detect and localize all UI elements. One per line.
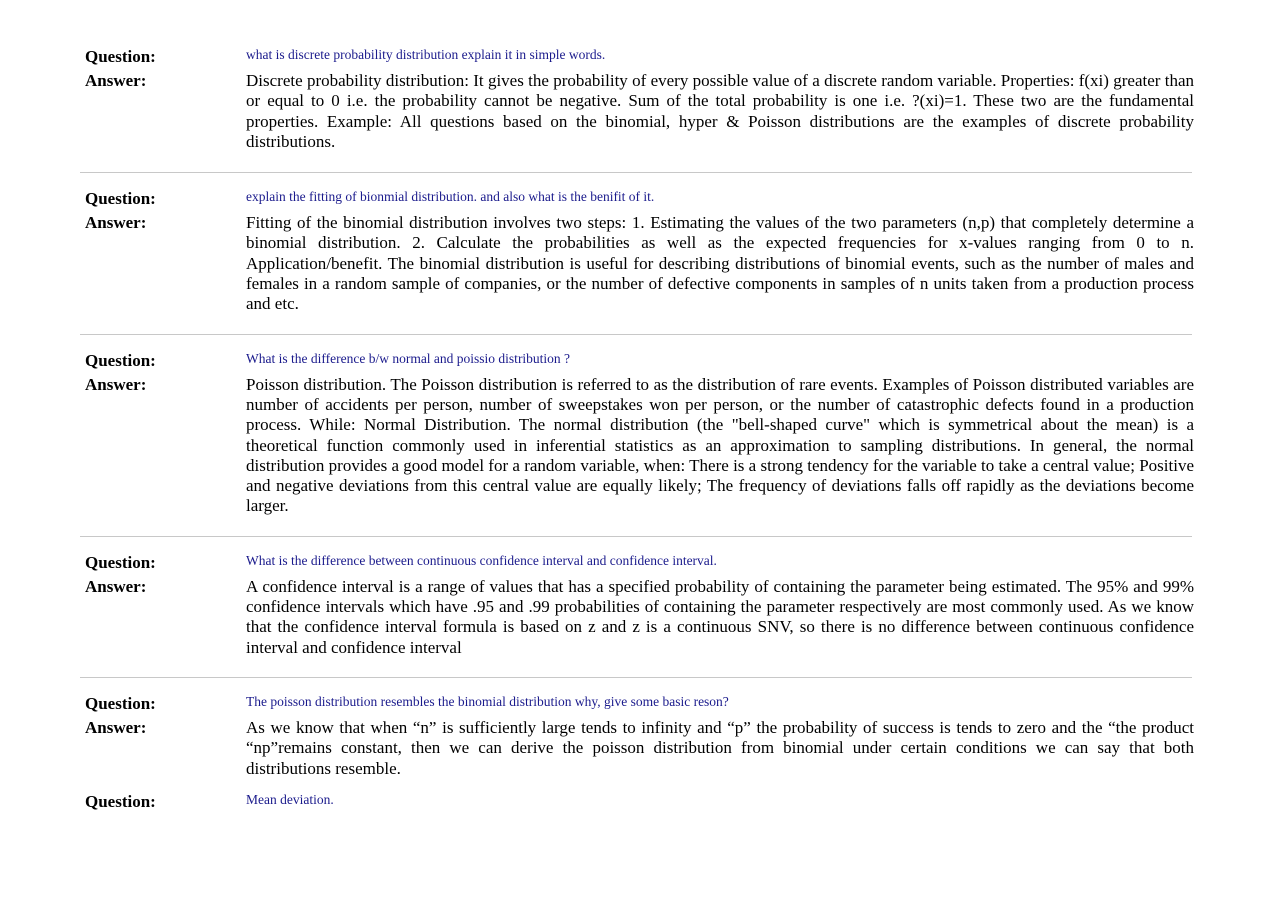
block-spacer — [80, 152, 1192, 172]
answer-text: As we know that when “n” is sufficiently large tends to infinity and “p” the probability of success is tends to zero and the “the product “np”remains constant, then we can derive the poisson distribution from binomial under certain conditions we can say that both distributions resemble. — [246, 717, 1194, 778]
answer-row — [80, 71, 1192, 152]
qa-item-5 — [80, 691, 1192, 789]
answer-text: Poisson distribution. The Poisson distribution is referred to as the distribution of rare events. Examples of Poisson distributed variables are number of accidents per person, number of sweepstakes won per person, or the number of catastrophic defects found in a production process. While: Normal Distribution. The normal distribution (the "bell-shaped curve" which is symmetrical about the mean) is a theoretical function commonly used in inferential statistics as an approximation to sampling distributions. In general, the normal distribution provides a good model for a random variable, when: There is a strong tendency for the variable to take a central value; Positive and negative deviations from this central value are equally likely; The frequency of deviations falls off rapidly as the deviations become larger. — [246, 374, 1194, 516]
question-row — [80, 691, 1192, 714]
question-text: explain the fitting of bionmial distribution. and also what is the benifit of it. — [246, 189, 655, 205]
question-label: Question: — [85, 189, 156, 209]
answer-row — [80, 718, 1192, 779]
question-text: What is the difference between continuous confidence interval and confidence interval. — [246, 552, 717, 568]
answer-row — [80, 213, 1192, 314]
answer-label: Answer: — [85, 71, 147, 90]
answer-row — [80, 375, 1192, 517]
question-row — [80, 789, 1192, 812]
question-row — [80, 348, 1192, 371]
question-text: The poisson distribution resembles the binomial distribution why, give some basic reson? — [246, 693, 729, 709]
answer-label: Answer: — [85, 576, 147, 596]
block-spacer — [80, 517, 1192, 536]
qa-item-3 — [80, 348, 1192, 537]
answer-label: Answer: — [85, 717, 147, 737]
question-label: Question: — [85, 47, 156, 66]
block-spacer — [80, 658, 1192, 677]
question-row — [80, 44, 1192, 67]
question-text: Mean deviation. — [246, 791, 334, 807]
question-label: Question: — [85, 552, 156, 572]
question-label: Question: — [85, 693, 156, 713]
block-spacer — [80, 315, 1192, 334]
answer-row — [80, 577, 1192, 658]
qa-item-2 — [80, 186, 1192, 334]
answer-text: A confidence interval is a range of values that has a specified probability of containing the parameter being estimated. The 95% and 99% confidence intervals which have .95 and .99 probabilities of containing the parameter respectively are most commonly used. As we know that the confidence interval formula is based on z and z is a continuous SNV, so there is no difference between continuous confidence interval and confidence interval — [246, 576, 1194, 657]
question-text: What is the difference b/w normal and poissio distribution ? — [246, 350, 571, 366]
answer-label: Answer: — [85, 374, 147, 394]
question-label: Question: — [85, 350, 156, 370]
question-text: what is discrete probability distribution explain it in simple words. — [246, 47, 606, 62]
question-row — [80, 550, 1192, 573]
answer-label: Answer: — [85, 213, 147, 233]
question-row — [80, 186, 1192, 209]
answer-text: Discrete probability distribution: It gives the probability of every possible value of a discrete random variable. Properties: f(xi) greater than or equal to 0 i.e. the probability cannot be negative. Sum of the total probability is one i.e. ?(xi)=1. These two are the fundamental properties. Example: All questions based on the binomial, hyper & Poisson distributions are the examples of discrete probability distributions. — [246, 71, 1194, 151]
answer-text: Fitting of the binomial distribution involves two steps: 1. Estimating the values of the two parameters (n,p) that completely determine a binomial distribution. 2. Calculate the probabilities as well as the expected frequencies for x-values ranging from 0 to n. Application/benefit. The binomial distribution is useful for describing distributions of binomial events, such as the number of males and females in a random sample of companies, or the number of defective components in samples of n units taken from a production process and etc. — [246, 213, 1194, 314]
question-label: Question: — [85, 791, 156, 811]
qa-item-4 — [80, 550, 1192, 678]
block-spacer — [80, 779, 1192, 789]
qa-item-1 — [80, 44, 1192, 173]
qa-item-6 — [80, 789, 1192, 812]
